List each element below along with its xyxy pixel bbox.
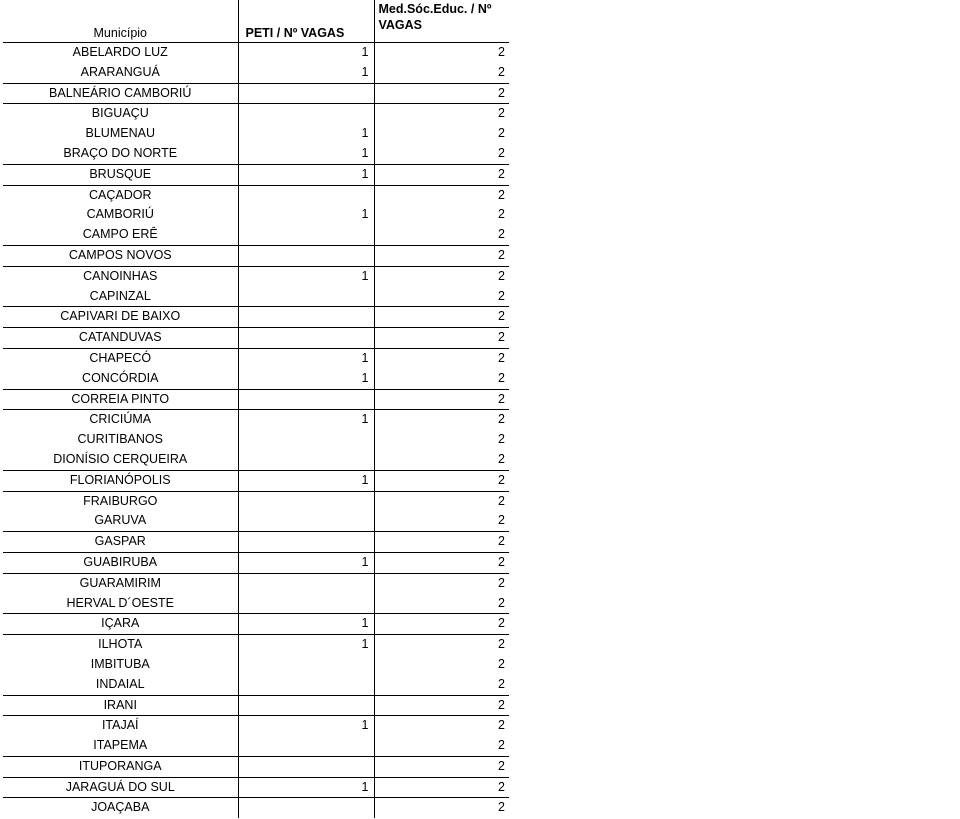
med-cell[interactable]: 2 [374, 511, 509, 531]
peti-cell[interactable]: 1 [238, 777, 374, 798]
municipio-cell[interactable]: BRAÇO DO NORTE [3, 144, 238, 164]
peti-cell[interactable]: 1 [238, 470, 374, 491]
table-row [3, 389, 509, 410]
med-cell[interactable]: 2 [374, 798, 509, 818]
med-cell[interactable]: 2 [374, 716, 509, 736]
peti-cell[interactable]: 1 [238, 144, 374, 164]
med-cell[interactable]: 2 [374, 43, 509, 63]
peti-cell[interactable] [238, 389, 374, 410]
table-row [3, 225, 509, 245]
table-row [3, 450, 509, 470]
table-row [3, 594, 509, 614]
peti-cell[interactable]: 1 [238, 164, 374, 185]
table-row [3, 124, 509, 144]
table-row [3, 614, 509, 635]
med-cell[interactable]: 2 [374, 266, 509, 286]
peti-cell[interactable]: 1 [238, 410, 374, 430]
municipio-cell[interactable]: ITAPEMA [3, 736, 238, 756]
municipio-cell[interactable]: BIGUAÇU [91, 106, 149, 121]
peti-cell[interactable]: 1 [238, 266, 374, 286]
med-cell[interactable]: 2 [374, 777, 509, 798]
med-cell[interactable]: 2 [374, 63, 509, 83]
municipio-cell[interactable]: CRICIÚMA [89, 412, 152, 427]
med-cell[interactable]: 2 [374, 104, 509, 124]
med-cell[interactable]: 2 [374, 614, 509, 635]
municipio-cell[interactable]: CAMPO ERÊ [3, 225, 238, 245]
peti-cell[interactable]: 1 [238, 205, 374, 225]
peti-cell[interactable]: 1 [238, 63, 374, 83]
table-row [3, 83, 509, 104]
table-row [3, 185, 509, 205]
municipio-cell[interactable]: BLUMENAU [85, 126, 155, 141]
municipio-cell[interactable]: JOAÇABA [91, 800, 150, 815]
peti-cell[interactable]: 1 [238, 124, 374, 144]
municipio-cell[interactable]: CONCÓRDIA [3, 369, 238, 389]
peti-cell[interactable] [238, 756, 374, 777]
table-row [3, 43, 509, 63]
peti-cell[interactable] [238, 675, 374, 695]
municipio-cell[interactable]: IRANI [3, 695, 238, 716]
vagas-table [3, 0, 509, 818]
peti-cell[interactable] [238, 695, 374, 716]
header-peti[interactable]: PETI / Nº VAGAS [238, 0, 374, 43]
peti-cell[interactable]: 1 [238, 43, 374, 63]
med-cell[interactable]: 2 [374, 635, 509, 655]
municipio-cell[interactable]: DIONÍSIO CERQUEIRA [3, 450, 238, 470]
peti-cell[interactable] [238, 287, 374, 307]
municipio-cell[interactable]: CHAPECÓ [89, 350, 152, 365]
municipio-cell[interactable]: GASPAR [3, 532, 238, 553]
med-cell[interactable]: 2 [374, 491, 509, 511]
table-row [3, 573, 509, 593]
peti-cell[interactable] [238, 532, 374, 553]
municipio-cell[interactable]: INDAIAL [3, 675, 238, 695]
municipio-cell[interactable]: CATANDUVAS [3, 328, 238, 349]
table-row [3, 63, 509, 83]
peti-cell[interactable]: 1 [238, 348, 374, 368]
peti-cell[interactable] [238, 573, 374, 593]
table-row [3, 410, 509, 430]
table-row [3, 328, 509, 349]
med-cell[interactable]: 2 [374, 328, 509, 349]
med-cell[interactable]: 2 [374, 83, 509, 104]
municipio-cell[interactable]: BALNEÁRIO CAMBORIÚ [3, 83, 238, 104]
med-cell[interactable]: 2 [374, 164, 509, 185]
med-cell[interactable]: 2 [374, 532, 509, 553]
med-cell[interactable]: 2 [374, 573, 509, 593]
table-row [3, 205, 509, 225]
peti-cell[interactable] [238, 450, 374, 470]
peti-cell[interactable] [238, 225, 374, 245]
table-row [3, 511, 509, 531]
municipio-cell[interactable]: GUABIRUBA [3, 552, 238, 573]
table-row [3, 655, 509, 675]
table-row [3, 798, 509, 818]
med-cell[interactable]: 2 [374, 756, 509, 777]
municipio-cell[interactable]: ITAJAÍ [101, 718, 139, 733]
municipio-cell[interactable]: FLORIANÓPOLIS [3, 470, 238, 491]
table-row [3, 307, 509, 328]
peti-cell[interactable]: 1 [238, 552, 374, 573]
table-row [3, 532, 509, 553]
header-med[interactable]: Med.Sóc.Educ. / Nº VAGAS [374, 0, 509, 43]
med-cell[interactable]: 2 [374, 245, 509, 266]
municipio-cell[interactable]: CAMPOS NOVOS [3, 245, 238, 266]
peti-cell[interactable] [238, 430, 374, 450]
med-cell[interactable]: 2 [374, 307, 509, 328]
table-row [3, 552, 509, 573]
table-row [3, 266, 509, 286]
table-row [3, 736, 509, 756]
table-row [3, 491, 509, 511]
peti-cell[interactable] [238, 104, 374, 124]
med-cell[interactable]: 2 [374, 552, 509, 573]
med-cell[interactable]: 2 [374, 185, 509, 205]
table-body [3, 43, 509, 819]
header-row [3, 0, 509, 43]
peti-cell[interactable] [238, 798, 374, 818]
med-cell[interactable]: 2 [374, 348, 509, 368]
peti-cell[interactable] [238, 736, 374, 756]
table-row [3, 287, 509, 307]
med-cell[interactable]: 2 [374, 205, 509, 225]
municipio-cell[interactable]: FRAIBURGO [83, 493, 158, 508]
med-cell[interactable]: 2 [374, 736, 509, 756]
table-row [3, 245, 509, 266]
municipio-cell[interactable]: ARARANGUÁ [3, 63, 238, 83]
med-cell[interactable]: 2 [374, 287, 509, 307]
med-cell[interactable]: 2 [374, 369, 509, 389]
table-row [3, 756, 509, 777]
table-row [3, 635, 509, 655]
municipio-cell[interactable]: JARAGUÁ DO SUL [3, 777, 238, 798]
peti-cell[interactable]: 1 [238, 369, 374, 389]
med-cell[interactable]: 2 [374, 594, 509, 614]
peti-cell[interactable] [238, 655, 374, 675]
municipio-cell[interactable]: ABELARDO LUZ [72, 45, 168, 59]
municipio-cell[interactable]: GARUVA [3, 511, 238, 531]
peti-cell[interactable] [238, 491, 374, 511]
table-row [3, 348, 509, 368]
table-row [3, 164, 509, 185]
peti-cell[interactable] [238, 511, 374, 531]
municipio-cell[interactable]: ILHOTA [98, 637, 143, 652]
med-cell[interactable]: 2 [374, 430, 509, 450]
med-cell[interactable]: 2 [374, 695, 509, 716]
table-row [3, 104, 509, 124]
med-cell[interactable]: 2 [374, 144, 509, 164]
header-municipio[interactable]: Município [3, 0, 238, 43]
municipio-cell[interactable]: ITUPORANGA [3, 756, 238, 777]
municipio-cell[interactable]: CURITIBANOS [77, 432, 163, 447]
table-row [3, 777, 509, 798]
municipio-cell[interactable]: CAPINZAL [3, 287, 238, 307]
municipio-cell[interactable]: CANOINHAS [83, 268, 158, 283]
municipio-cell[interactable]: CAÇADOR [88, 187, 152, 202]
table-row [3, 675, 509, 695]
municipio-cell[interactable]: IÇARA [3, 614, 238, 635]
med-cell[interactable]: 2 [374, 124, 509, 144]
municipio-cell[interactable]: IMBITUBA [90, 656, 150, 671]
peti-cell[interactable] [238, 328, 374, 349]
table-row [3, 470, 509, 491]
municipio-cell[interactable]: HERVAL D´OESTE [3, 594, 238, 614]
table-row [3, 716, 509, 736]
municipio-cell[interactable]: CAPIVARI DE BAIXO [3, 307, 238, 328]
table-row [3, 695, 509, 716]
med-cell[interactable]: 2 [374, 410, 509, 430]
table-row [3, 369, 509, 389]
spreadsheet [3, 0, 509, 818]
peti-cell[interactable]: 1 [238, 635, 374, 655]
peti-cell[interactable] [238, 83, 374, 104]
peti-cell[interactable]: 1 [238, 614, 374, 635]
peti-cell[interactable]: 1 [238, 716, 374, 736]
med-cell[interactable]: 2 [374, 675, 509, 695]
med-cell[interactable]: 2 [374, 225, 509, 245]
table-row [3, 144, 509, 164]
peti-cell[interactable] [238, 307, 374, 328]
med-cell[interactable]: 2 [374, 389, 509, 410]
peti-cell[interactable] [238, 185, 374, 205]
peti-cell[interactable] [238, 245, 374, 266]
municipio-cell[interactable]: CAMBORIÚ [86, 207, 154, 222]
table-row [3, 430, 509, 450]
municipio-cell[interactable]: CORREIA PINTO [3, 389, 238, 410]
peti-cell[interactable] [238, 594, 374, 614]
med-cell[interactable]: 2 [374, 470, 509, 491]
municipio-cell[interactable]: GUARAMIRIM [79, 575, 161, 590]
med-cell[interactable]: 2 [374, 450, 509, 470]
municipio-cell[interactable]: BRUSQUE [3, 164, 238, 185]
med-cell[interactable]: 2 [374, 655, 509, 675]
